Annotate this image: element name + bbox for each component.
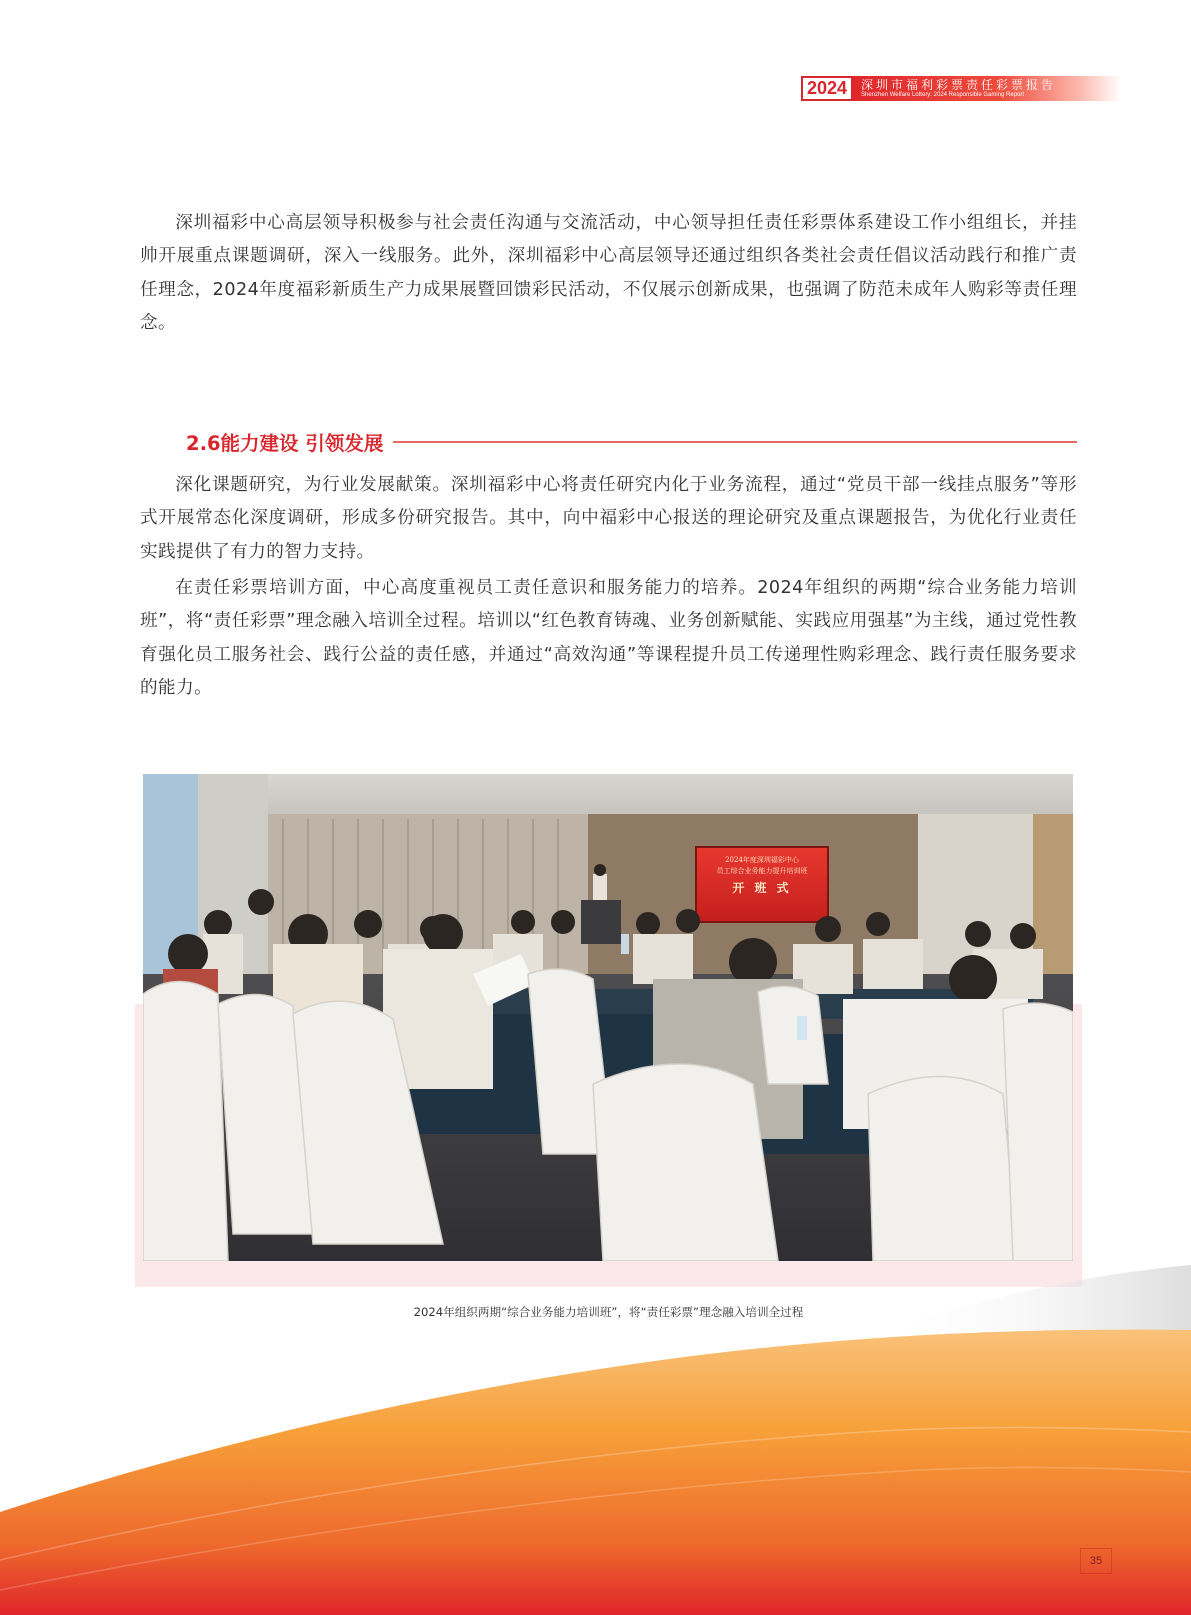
section-paragraph-2: 在责任彩票培训方面，中心高度重视员工责任意识和服务能力的培养。2024年组织的两期“综合业务能力培训班”，将“责任彩票”理念融入培训全过程。培训以“红色教育铸魂、业务创新赋能、实践应用强基”为主线，通过党性教育强化员工服务社会、践行公益的责任感，并通过“高效沟通”等课程提升员工传递理性购彩理念、践行责任服务要求的能力。 <box>140 578 1077 699</box>
header-title-cn: 深圳市福利彩票责任彩票报告 <box>861 78 1057 92</box>
screen-line-2: 员工综合业务能力提升培训班 <box>716 867 808 875</box>
intro-paragraph: 深圳福彩中心高层领导积极参与社会责任沟通与交流活动，中心领导担任责任彩票体系建设工作小组组长，并挂帅开展重点课题调研，深入一线服务。此外，深圳福彩中心高层领导还通过组织各类社会责任倡议活动践行和推广责任理念，2024年度福彩新质生产力成果展暨回馈彩民活动，不仅展示创新成果，也强调了防范未成年人购彩等责任理念。 <box>140 213 1077 334</box>
photo-caption: 2024年组织两期“综合业务能力培训班”，将“责任彩票”理念融入培训全过程 <box>413 1305 804 1319</box>
header-title-en: Shenzhen Welfare Lottery: 2024 Responsible Gaming Report <box>861 92 1025 98</box>
header-year: 2024 <box>801 76 853 101</box>
screen-line-1: 2024年度深圳福彩中心 <box>725 856 799 864</box>
page-number: 35 <box>1080 1548 1112 1574</box>
section-paragraph-1: 深化课题研究，为行业发展献策。深圳福彩中心将责任研究内化于业务流程，通过“党员干部一线挂点服务”等形式开展常态化深度调研，形成多份研究报告。其中，向中福彩中心报送的理论研究及重点课题报告，为优化行业责任实践提供了有力的智力支持。 <box>140 475 1077 562</box>
section-title: 2.6能力建设 引领发展 <box>186 432 384 455</box>
screen-title: 开 班 式 <box>732 881 792 895</box>
